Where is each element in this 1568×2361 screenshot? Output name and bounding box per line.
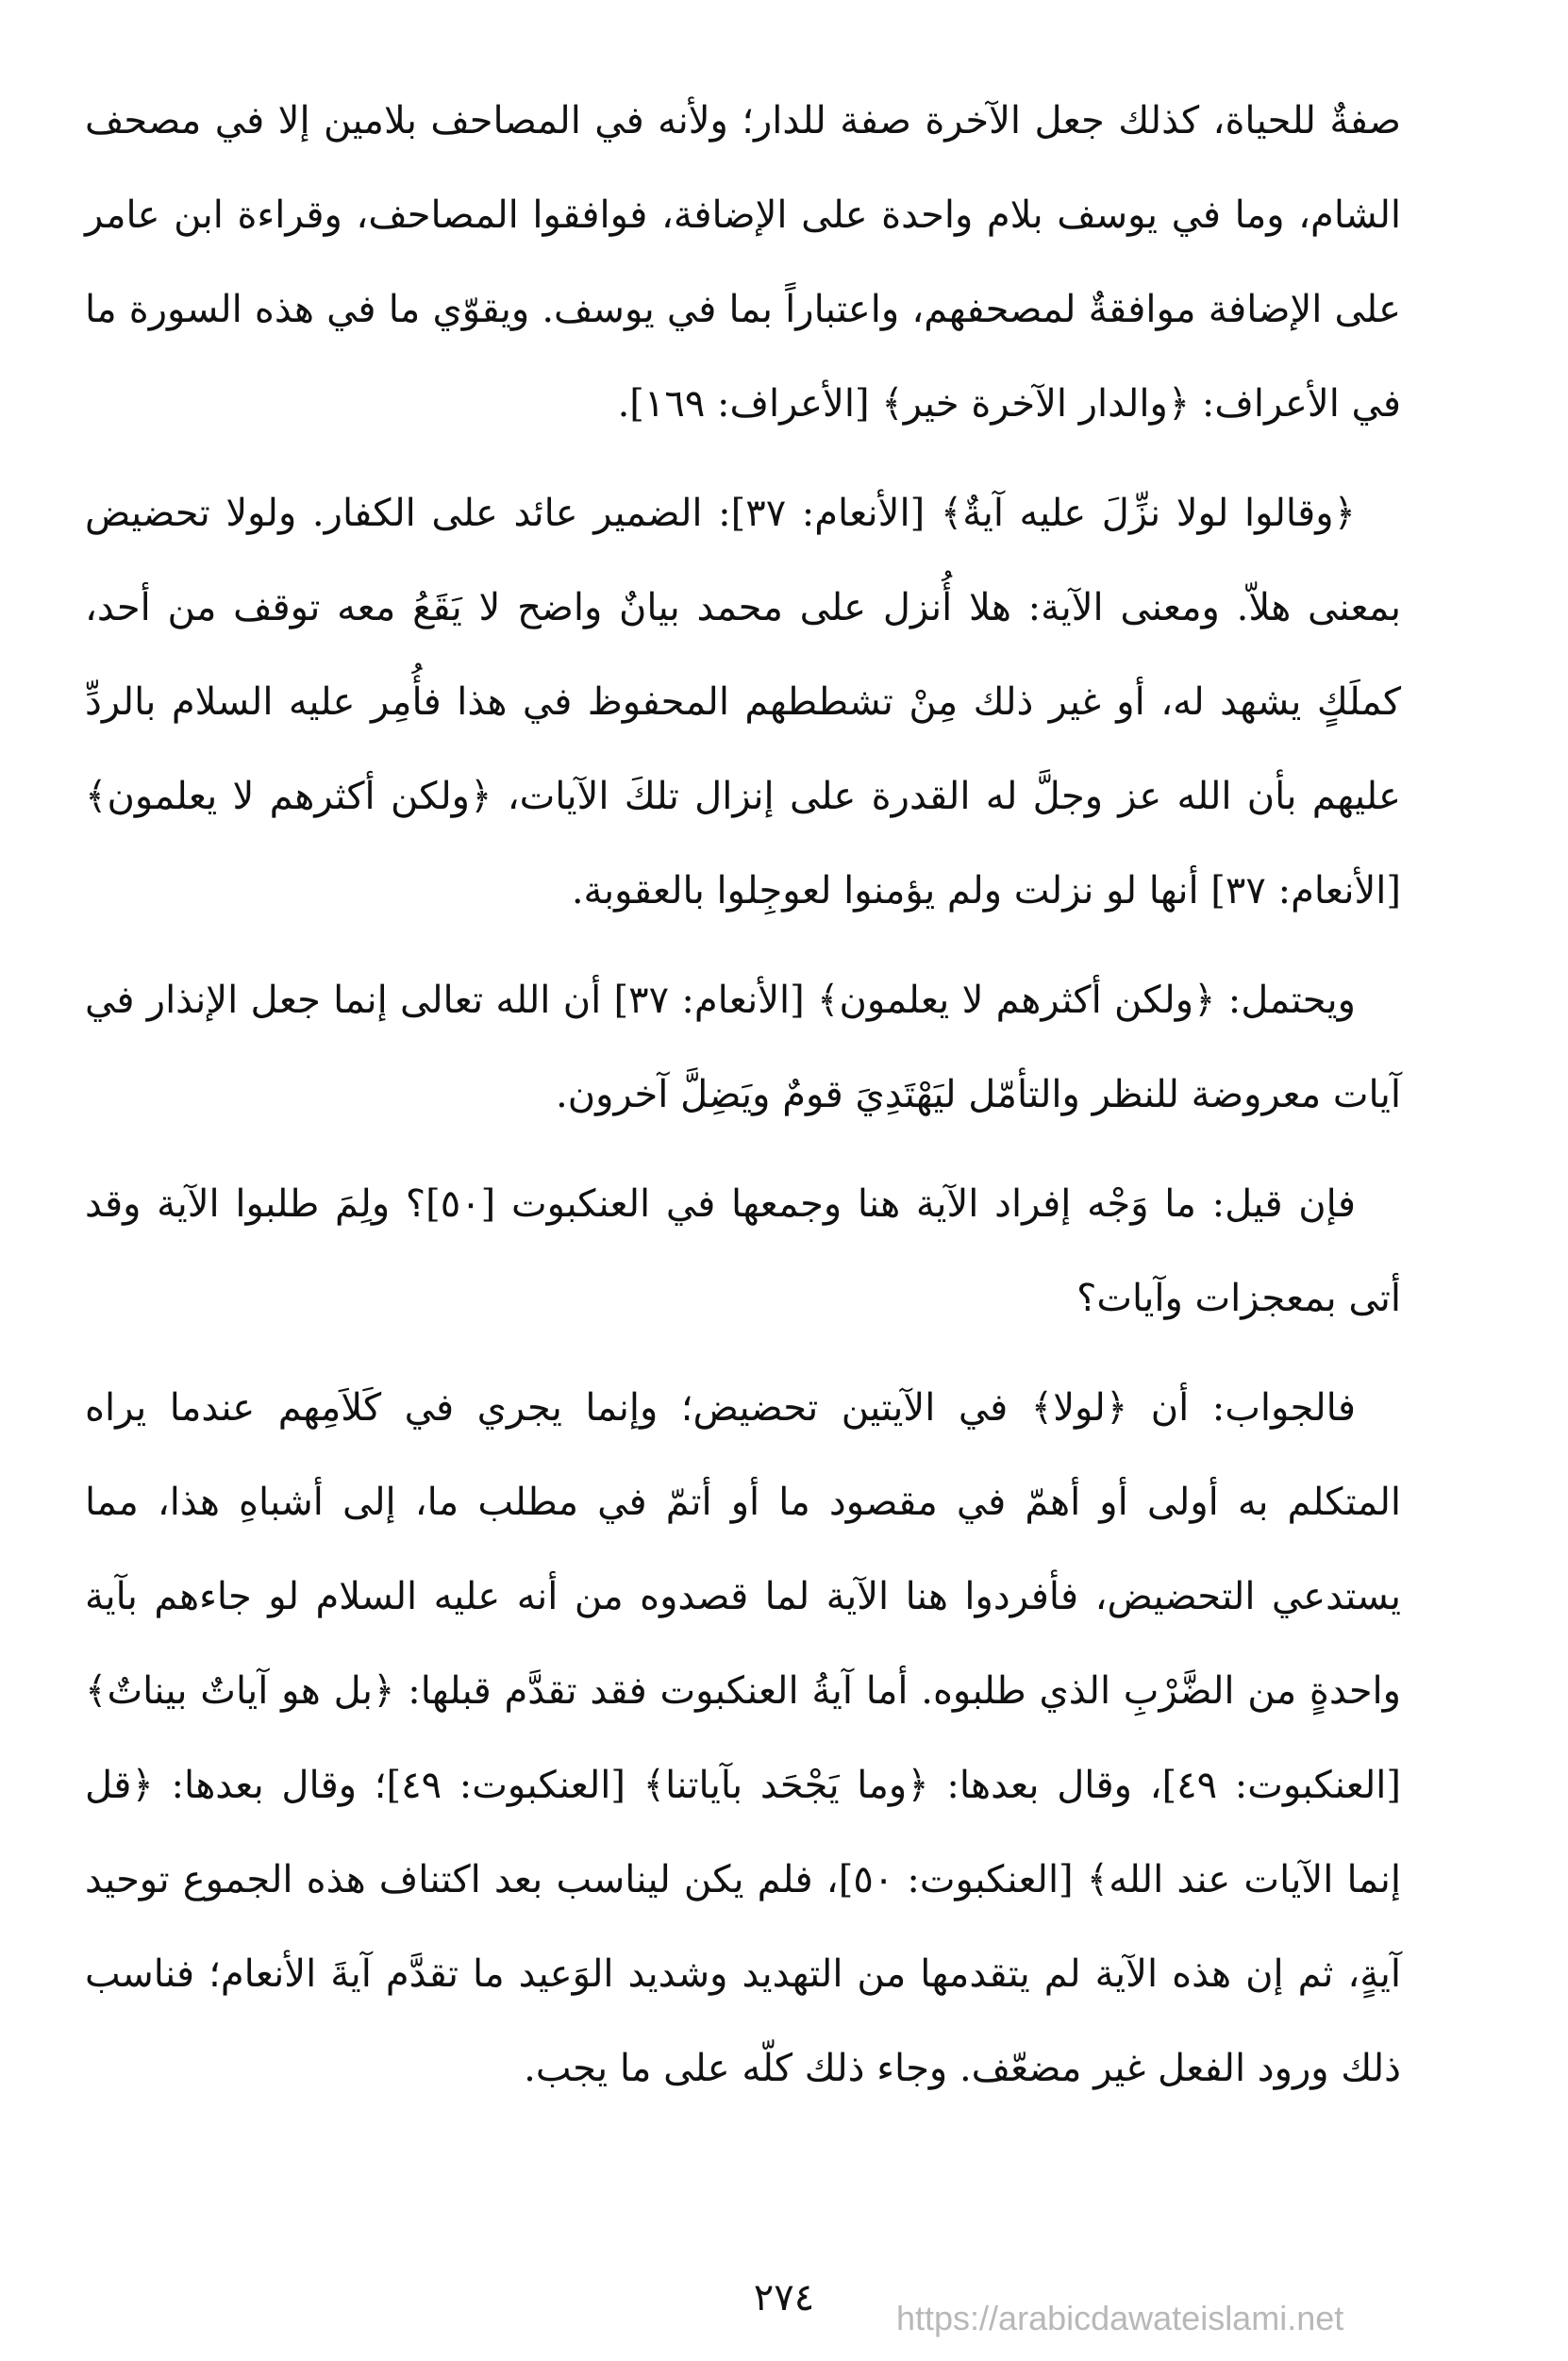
watermark-url: https://arabicdawateislami.net bbox=[896, 2299, 1344, 2337]
body-text bbox=[85, 74, 1401, 2116]
paragraph-1: صفةٌ للحياة، كذلك جعل الآخرة صفة للدار؛ ولأنه في المصاحف بلامين إلا في مصحف الشام، وما في يوسف بلام واحدة على الإضافة، فوافقوا المصاحف، وقراءة ابن عامر على الإضافة موافقةٌ لمصحفهم، واعتباراً بما في يوسف. ويقوّي ما في هذه السورة ما في الأعراف: ﴿والدار الآخرة خير﴾ [الأعراف: ١٦٩]. bbox=[85, 99, 1402, 426]
paragraph-5: فالجواب: أن ﴿لولا﴾ في الآيتين تحضيض؛ وإنما يجري في كَلاَمِهم عندما يراه المتكلم به أولى أو أهمّ في مقصود ما أو أتمّ في مطلب ما، إلى أشباهِ هذا، مما يستدعي التحضيض، فأفردوا هنا الآية لما قصدوه من أنه عليه السلام لو جاءهم بآية واحدةٍ من الضَّرْبِ الذي طلبوه. أما آيةُ العنكبوت فقد تقدَّم قبلها: ﴿بل هو آياتٌ بيناتٌ﴾ [العنكبوت: ٤٩]، وقال بعدها: ﴿وما يَجْحَد بآياتنا﴾ [العنكبوت: ٤٩]؛ وقال بعدها: ﴿قل إنما الآيات عند الله﴾ [العنكبوت: ٥٠]، فلم يكن ليناسب بعد اكتناف هذه الجموع توحيد آيةٍ، ثم إن هذه الآية لم يتقدمها من التهديد وشديد الوَعيد ما تقدَّم آيةَ الأنعام؛ فناسب ذلك ورود الفعل غير مضعّف. وجاء ذلك كلّه على ما يجب. bbox=[85, 1386, 1402, 2090]
paragraph-2: ﴿وقالوا لولا نزِّلَ عليه آيةٌ﴾ [الأنعام: ٣٧]: الضمير عائد على الكفار. ولولا تحضيض بمعنى هلاّ. ومعنى الآية: هلا أُنزل على محمد بيانٌ واضح لا يَقَعُ معه توقف من أحد، كملَكٍ يشهد له، أو غير ذلك مِنْ تشططهم المحفوظ في هذا فأُمِر عليه السلام بالردِّ عليهم بأن الله عز وجلَّ له القدرة على إنزال تلكَ الآيات، ﴿ولكن أكثرهم لا يعلمون﴾ [الأنعام: ٣٧] أنها لو نزلت ولم يؤمنوا لعوجِلوا بالعقوبة. bbox=[85, 492, 1402, 913]
paragraph-3: ويحتمل: ﴿ولكن أكثرهم لا يعلمون﴾ [الأنعام: ٣٧] أن الله تعالى إنما جعل الإنذار في آيات معروضة للنظر والتأمّل ليَهْتَدِيَ قومٌ ويَضِلَّ آخرون. bbox=[85, 979, 1401, 1116]
page-number: ٢٧٤ bbox=[753, 2276, 815, 2319]
paragraph-4: فإن قيل: ما وَجْه إفراد الآية هنا وجمعها في العنكبوت [٥٠]؟ ولِمَ طلبوا الآية وقد أتى بمعجزات وآيات؟ bbox=[85, 1182, 1401, 1320]
